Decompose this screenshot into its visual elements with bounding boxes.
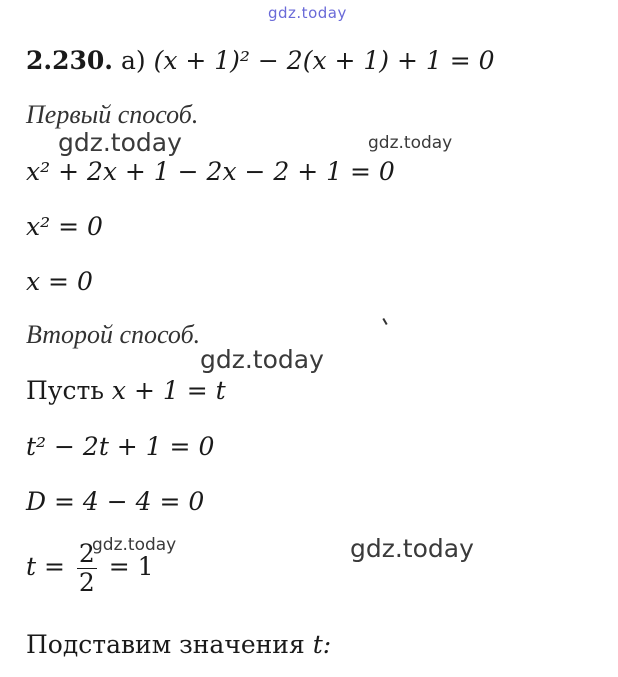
problem-number: 2.230.: [26, 46, 113, 75]
final-var: t:: [312, 630, 332, 659]
method1-step-2: x² = 0: [26, 212, 103, 241]
final-line: [26, 630, 331, 660]
method1-step-1: x² + 2x + 1 − 2x − 2 + 1 = 0: [26, 157, 395, 186]
watermark-top: gdz.today: [268, 4, 347, 22]
watermark-4: gdz.today: [92, 535, 177, 555]
problem-heading: [26, 46, 495, 76]
watermark-5: gdz.today: [350, 534, 474, 563]
final-text: Подставим значения: [26, 630, 305, 659]
watermark-1: gdz.today: [58, 128, 182, 157]
method2-substitution-line: [26, 376, 226, 406]
method2-title: Второй способ.: [26, 320, 201, 349]
watermark-2: gdz.today: [368, 133, 453, 153]
t-lhs: t =: [26, 552, 65, 581]
t-rhs: = 1: [108, 552, 154, 581]
method2-step-1: t² − 2t + 1 = 0: [26, 432, 215, 461]
substitution: x + 1 = t: [111, 376, 226, 405]
problem-equation: (x + 1)² − 2(x + 1) + 1 = 0: [153, 46, 495, 75]
t-denominator: 2: [78, 568, 95, 597]
t-fraction: [77, 540, 97, 597]
method1-title: Первый способ.: [26, 100, 199, 129]
t-value-line: [26, 537, 154, 597]
t-numerator: 2: [78, 539, 95, 568]
method2-step-2: D = 4 − 4 = 0: [26, 487, 205, 516]
problem-part: а): [120, 46, 146, 75]
let-word: Пусть: [26, 376, 104, 405]
watermark-3: gdz.today: [200, 345, 324, 374]
method1-step-3: x = 0: [26, 267, 93, 296]
stray-mark: [382, 318, 387, 325]
